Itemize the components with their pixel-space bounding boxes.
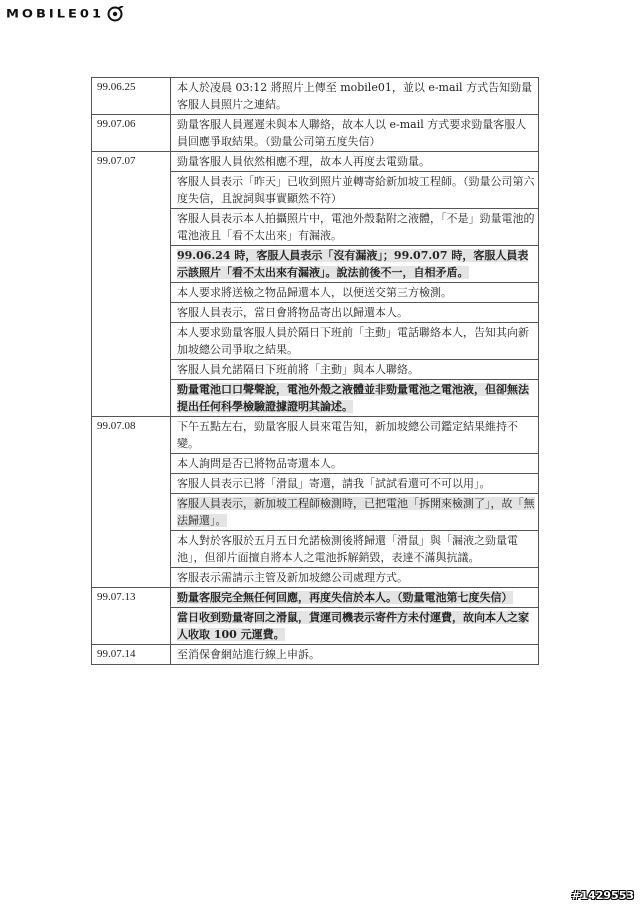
table-row	[92, 417, 539, 454]
table-row	[92, 645, 539, 665]
logo-text: MOBILE01	[6, 7, 104, 21]
entry-text: 客服人員表示，當日會將物品寄出以歸還本人。	[177, 306, 408, 319]
entry-cell	[171, 246, 539, 283]
entry-text: 客服人員表示已將「滑鼠」寄還，請我「試試看還可不可以用」。	[177, 477, 491, 490]
mobile01-logo	[6, 5, 124, 23]
entry-cell	[171, 474, 539, 494]
entry-text: 客服人員表示，新加坡工程師檢測時，已把電池「拆開來檢測了」，故「無法歸還」。	[177, 497, 535, 527]
entry-cell	[171, 283, 539, 303]
entry-cell	[171, 78, 539, 115]
entry-text: 本人詢問是否已將物品寄還本人。	[177, 457, 342, 470]
entry-text: 勁量客服人員依然相應不理，故本人再度去電勁量。	[177, 155, 430, 168]
entry-text: 本人要求將送檢之物品歸還本人，以便送交第三方檢測。	[177, 286, 452, 299]
entry-cell	[171, 360, 539, 380]
entry-text: 下午五點左右，勁量客服人員來電告知，新加坡總公司鑑定結果維持不變。	[177, 420, 518, 450]
entry-text: 客服人員表示「昨天」已收到照片並轉寄給新加坡工程師。（勁量公司第六度失信，且說詞與事實顯然不符）	[177, 175, 535, 205]
entry-text: 客服表示需請示主管及新加坡總公司處理方式。	[177, 571, 408, 584]
date-cell: 99.07.14	[92, 645, 171, 665]
entry-text: 本人於凌晨 03:12 將照片上傳至 mobile01，並以 e-mail 方式告知勁量客服人員照片之連結。	[177, 81, 533, 111]
date-cell: 99.07.08	[92, 417, 171, 588]
entry-text: 99.06.24 時，客服人員表示「沒有漏液」；99.07.07 時，客服人員表示該照片「看不太出來有漏液」。說法前後不一，自相矛盾。	[177, 249, 529, 279]
logo-mark-icon	[106, 6, 124, 22]
date-cell: 99.07.06	[92, 115, 171, 152]
entry-cell	[171, 568, 539, 588]
entry-cell	[171, 494, 539, 531]
entry-cell	[171, 531, 539, 568]
entry-cell	[171, 645, 539, 665]
entry-cell	[171, 588, 539, 608]
entry-text: 當日收到勁量寄回之滑鼠，貨運司機表示寄件方未付運費，故向本人之家人收取 100 元運費。	[177, 611, 529, 641]
entry-text: 勁量客服完全無任何回應，再度失信於本人。（勁量電池第七度失信）	[177, 591, 513, 604]
entry-cell	[171, 172, 539, 209]
entry-text: 勁量電池口口聲聲說，電池外殼之液體並非勁量電池之電池液，但卻無法提出任何科學檢驗證據證明其論述。	[177, 383, 529, 413]
date-cell: 99.06.25	[92, 78, 171, 115]
table-row	[92, 588, 539, 608]
date-cell: 99.07.07	[92, 152, 171, 417]
entry-text: 勁量客服人員遲遲未與本人聯絡，故本人以 e-mail 方式要求勁量客服人員回應爭取結果。（勁量公司第五度失信）	[177, 118, 527, 148]
entry-cell	[171, 608, 539, 645]
watermark-id: #1429553	[571, 889, 634, 902]
entry-text: 至消保會網站進行線上申訴。	[177, 648, 320, 661]
entry-cell	[171, 323, 539, 360]
date-cell: 99.07.13	[92, 588, 171, 645]
entry-cell	[171, 454, 539, 474]
entry-cell	[171, 115, 539, 152]
entry-text: 本人對於客服於五月五日允諾檢測後將歸還「滑鼠」與「漏液之勁量電池」，但卻片面擅自將本人之電池拆解銷毀，表達不滿與抗議。	[177, 534, 518, 564]
entry-cell	[171, 380, 539, 417]
table-row	[92, 78, 539, 115]
table-row	[92, 152, 539, 172]
entry-text: 客服人員允諾隔日下班前將「主動」與本人聯絡。	[177, 363, 419, 376]
entry-cell	[171, 417, 539, 454]
entry-text: 客服人員表示本人拍攝照片中，電池外殼黏附之液體，「不是」勁量電池的電池液且「看不太出來」有漏液。	[177, 212, 535, 242]
entry-cell	[171, 209, 539, 246]
entry-cell	[171, 152, 539, 172]
table-row	[92, 115, 539, 152]
entry-cell	[171, 303, 539, 323]
entry-text: 本人要求勁量客服人員於隔日下班前「主動」電話聯絡本人，告知其向新加坡總公司爭取之結果。	[177, 326, 529, 356]
event-log-table	[91, 77, 539, 665]
